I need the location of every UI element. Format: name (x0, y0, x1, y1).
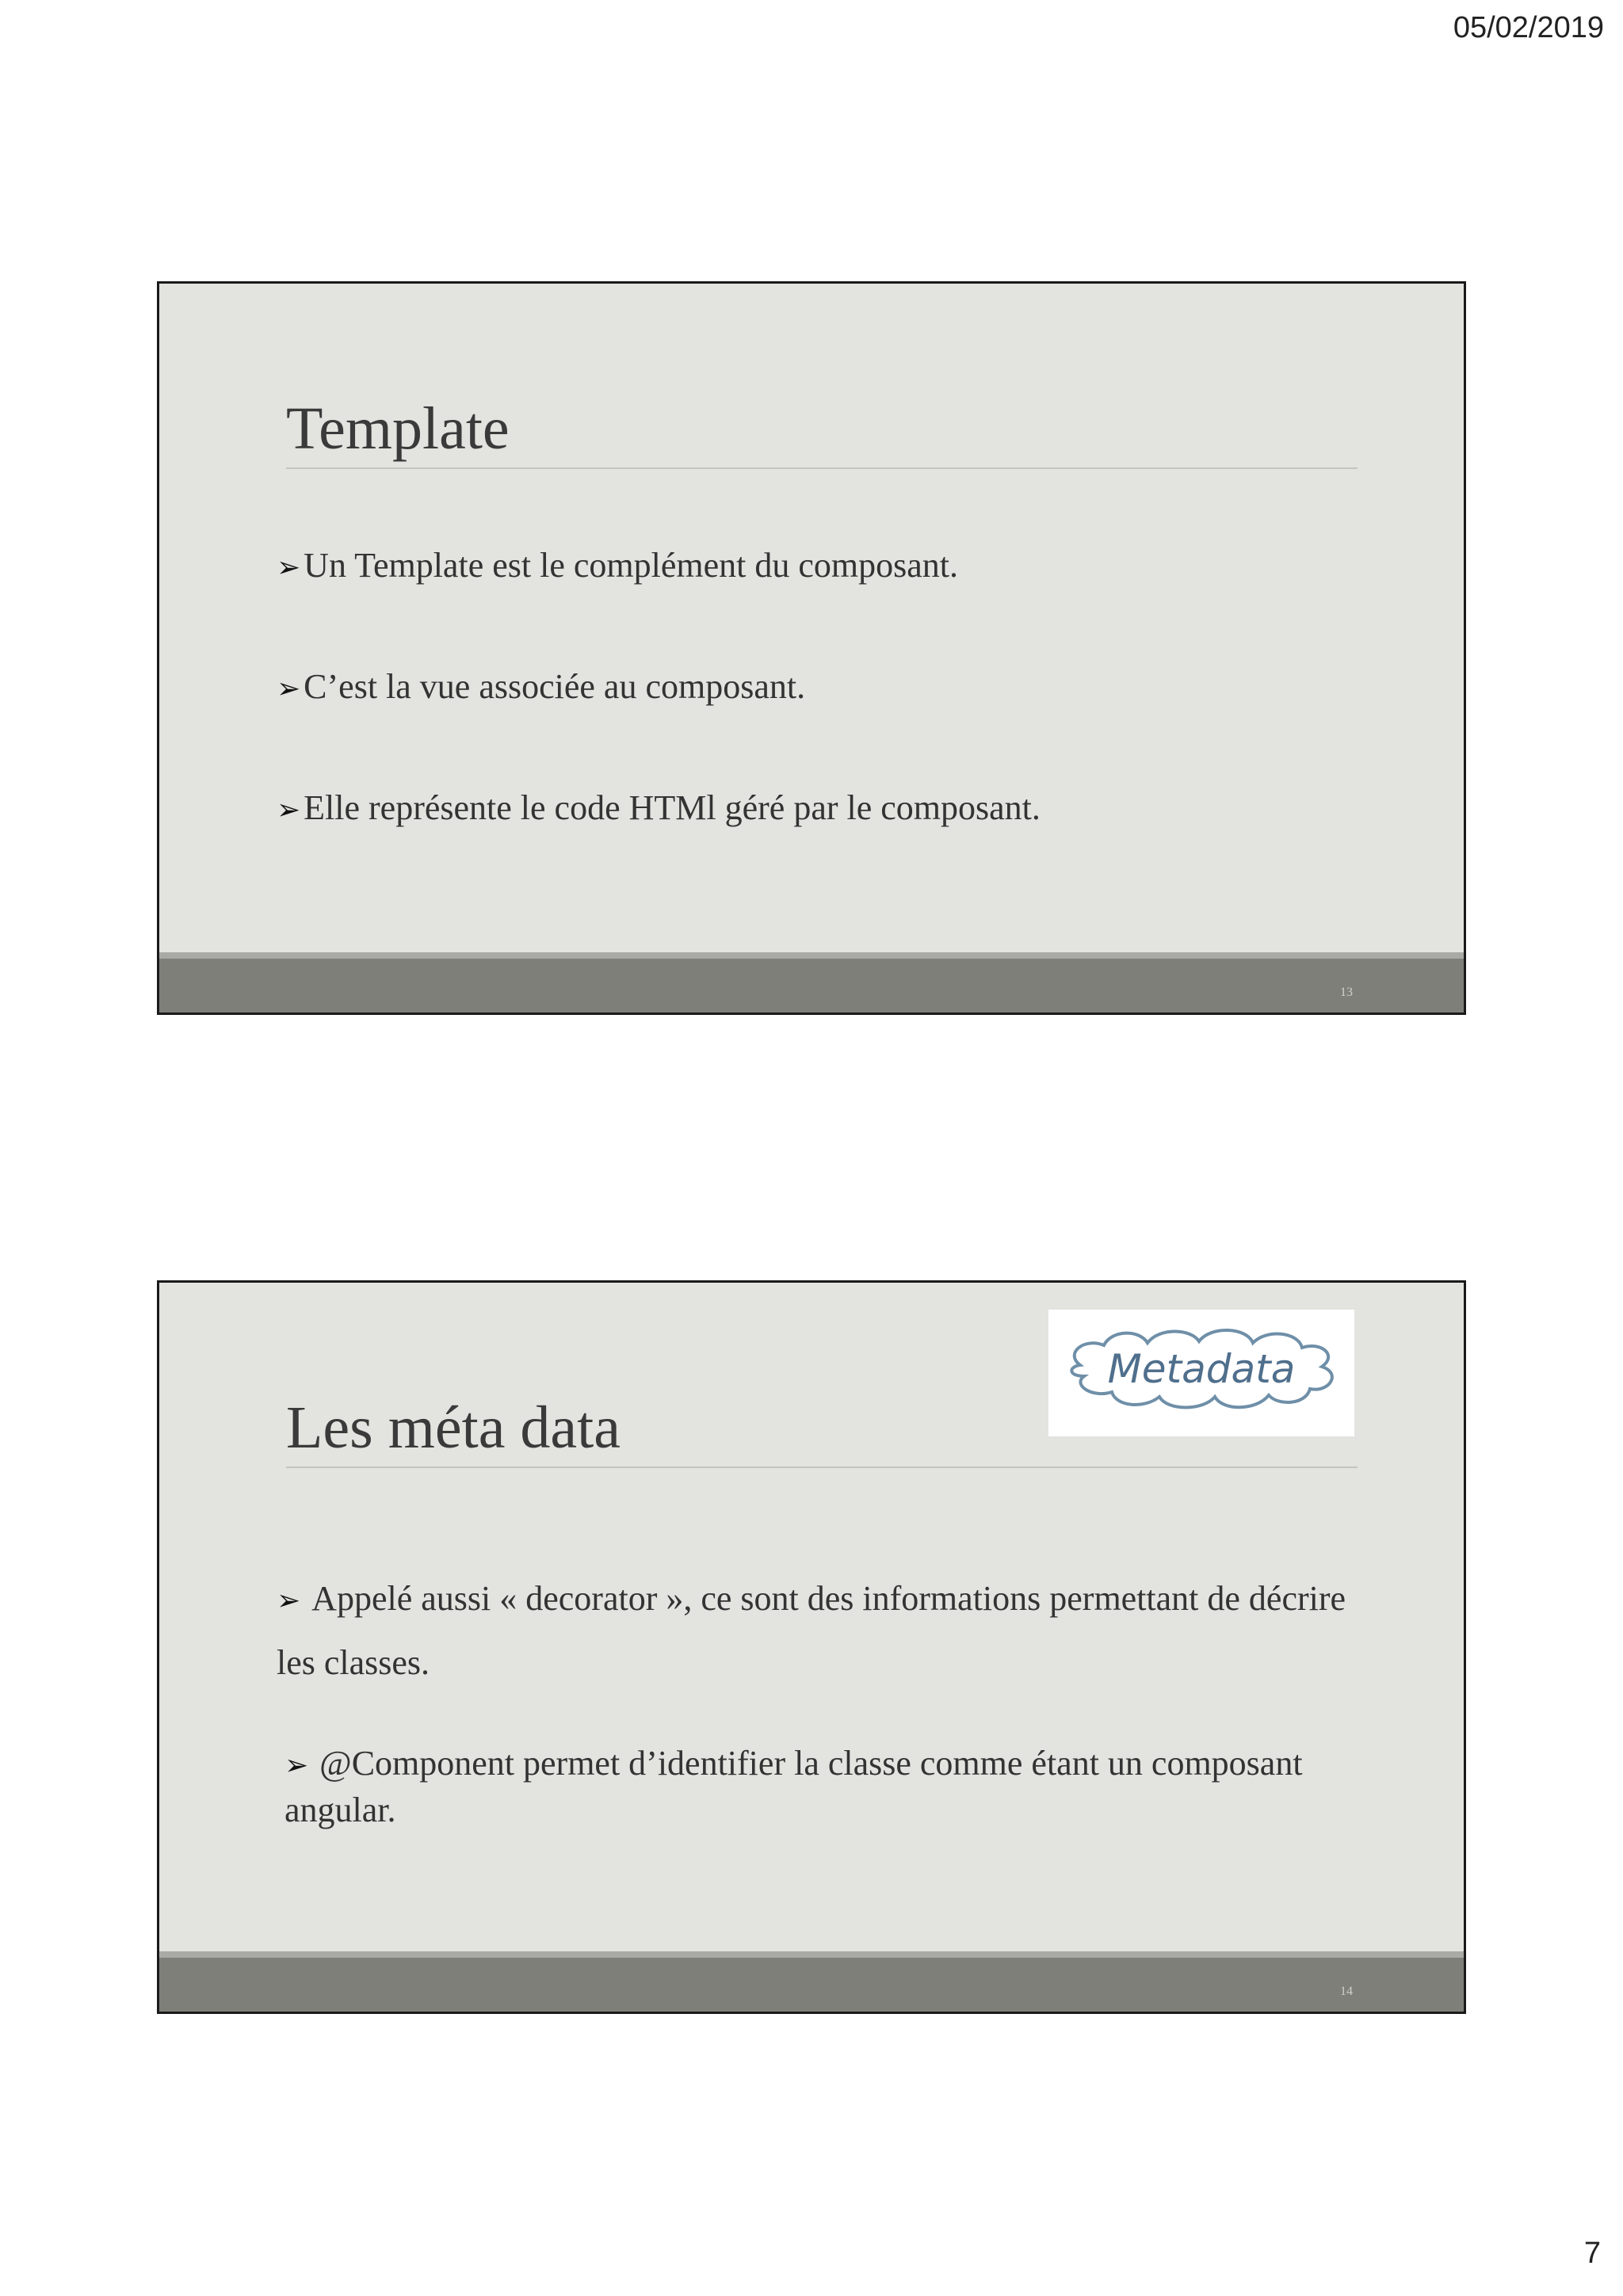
slide-title: Les méta data (286, 1394, 621, 1461)
title-divider (286, 467, 1358, 469)
bullet-text: Appelé aussi « decorator », ce sont des informations permettant de décrire les classes. (277, 1579, 1346, 1682)
page-date: 05/02/2019 (1453, 11, 1604, 44)
page-number: 7 (1583, 2237, 1601, 2270)
slide-template (157, 281, 1466, 1015)
bullet-text: C’est la vue associée au composant. (304, 666, 806, 706)
bullet-text: Elle représente le code HTMl géré par le composant. (304, 788, 1041, 827)
arrowhead-bullet-icon: ➢ (277, 1585, 301, 1617)
metadata-label: Metadata (1107, 1346, 1296, 1392)
slide-footer-bar (159, 1951, 1464, 2012)
bullet-text: Un Template est le complément du composant. (304, 546, 958, 585)
bullet-item (277, 1741, 1370, 1833)
metadata-cloud-icon (1048, 1310, 1354, 1436)
slide-number: 13 (1340, 986, 1353, 999)
bullet-item (277, 1568, 1370, 1694)
slide-footer-bar (159, 952, 1464, 1013)
bullet-text: @Component permet d’identifier la classe comme étant un composant angular. (285, 1744, 1303, 1829)
bullet-list (277, 545, 1370, 908)
slide-metadata (157, 1280, 1466, 2014)
arrowhead-bullet-icon: ➢ (277, 551, 301, 584)
arrowhead-bullet-icon: ➢ (277, 793, 301, 826)
title-divider (286, 1466, 1358, 1468)
bullet-item (277, 545, 1370, 587)
arrowhead-bullet-icon: ➢ (285, 1749, 309, 1782)
bullet-item (277, 788, 1370, 830)
slide-number: 14 (1340, 1985, 1353, 1998)
bullet-list (277, 1568, 1370, 1880)
slide-title: Template (286, 395, 510, 462)
arrowhead-bullet-icon: ➢ (277, 672, 301, 705)
bullet-item (277, 666, 1370, 708)
